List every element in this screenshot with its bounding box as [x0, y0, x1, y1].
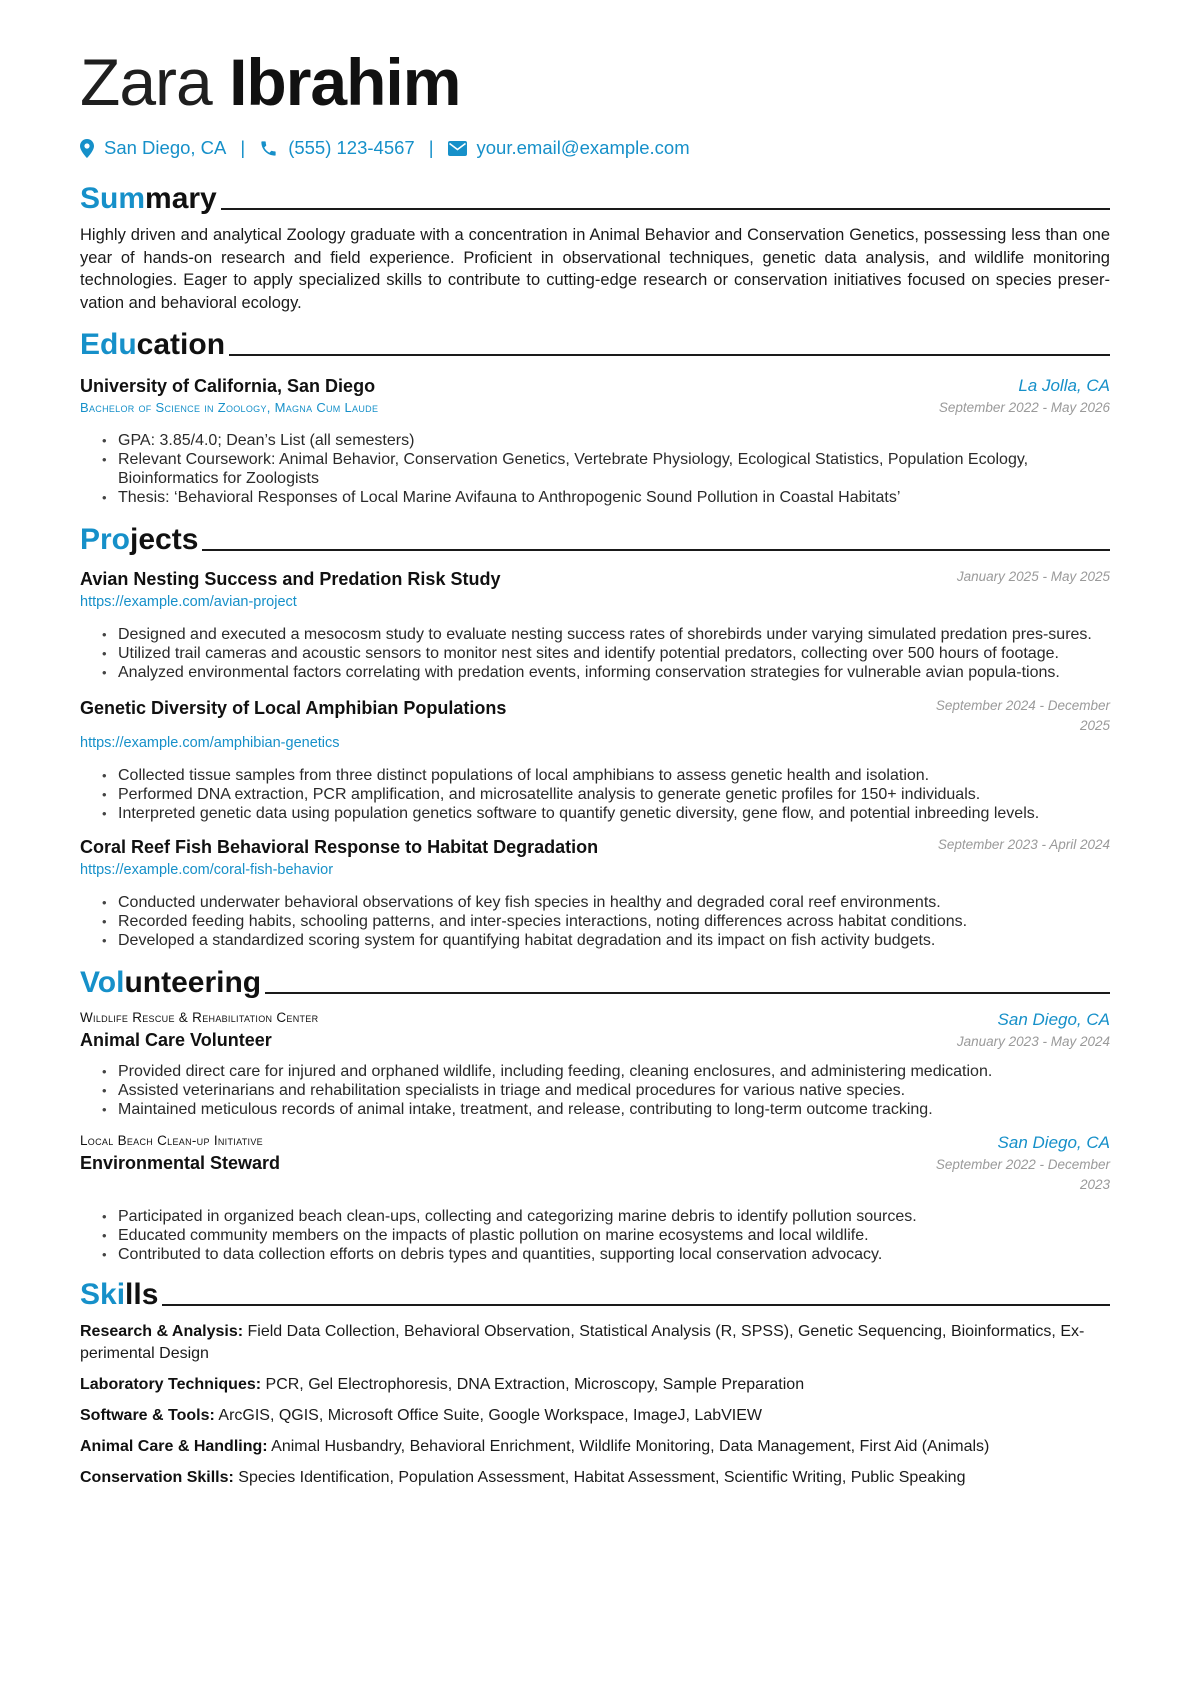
volunteer-bullets [80, 1062, 1110, 1119]
project-title: Coral Reef Fish Behavioral Response to Habitat Degradation [80, 837, 599, 857]
project-title: Avian Nesting Success and Predation Risk Study [80, 569, 501, 589]
title-rest: cation [136, 328, 226, 361]
contact-bar [80, 134, 1110, 162]
list-item: • Conducted underwater behavioral observations of key fish species in healthy and degraded coral reef environments. [102, 893, 1110, 912]
section-volunteering-heading [80, 964, 1110, 1000]
list-item: • Maintained meticulous records of animal intake, treatment, and release, contributing to long-term outcome tracking. [102, 1100, 1110, 1119]
section-education-heading [80, 326, 1110, 362]
project-entry [80, 567, 1110, 682]
list-item: • Designed and executed a mesocosm study to evaluate nesting success rates of shorebirds under varying simulated predation pres-sures. [102, 625, 1110, 644]
entry-header [80, 1008, 1110, 1052]
list-item: • Analyzed environmental factors correlating with predation events, informing conservation strategies for vulnerable avian popula-tions. [102, 663, 1110, 682]
entry-header [80, 835, 1110, 859]
skill-label: Software & Tools: [80, 1407, 215, 1424]
entry-header [80, 374, 1110, 418]
entry-header [80, 567, 1110, 591]
location-text: San Diego, CA [104, 137, 227, 158]
section-title [80, 1278, 158, 1312]
skill-value: PCR, Gel Electrophoresis, DNA Extraction, Microscopy, Sample Preparation [265, 1376, 805, 1393]
list-item: • Contributed to data collection efforts on debris types and quantities, supporting local conservation advocacy. [102, 1245, 1110, 1264]
phone-text: (555) 123-4567 [288, 137, 415, 158]
skill-row [80, 1467, 1110, 1489]
skill-label: Animal Care & Handling: [80, 1438, 268, 1455]
list-item: • Interpreted genetic data using population genetics software to quantify genetic diversity, gene flow, and potential inbreeding levels. [102, 804, 1110, 823]
section-rule [265, 992, 1110, 994]
volunteer-location: San Diego, CA [997, 1010, 1110, 1029]
section-title [80, 328, 225, 362]
project-link[interactable]: https://example.com/amphibian-genetics [80, 735, 340, 751]
first-name: Zara [80, 45, 212, 119]
volunteer-location: San Diego, CA [997, 1133, 1110, 1152]
list-item: • Relevant Coursework: Animal Behavior, Conservation Genetics, Vertebrate Physiology, Ecological Statistics, Population Ecology, Bioinformatics for Zoologists [102, 450, 1110, 488]
list-item: • Assisted veterinarians and rehabilitation specialists in triage and medical procedures for various native species. [102, 1081, 1110, 1100]
candidate-name [80, 0, 1110, 120]
section-title [80, 182, 217, 216]
title-accent: Edu [80, 328, 137, 361]
project-link[interactable]: https://example.com/avian-project [80, 594, 297, 610]
education-dates: September 2022 - May 2026 [938, 400, 1110, 415]
list-item: • Developed a standardized scoring system for quantifying habitat degradation and its impact on fish activity budgets. [102, 931, 1110, 950]
contact-separator: | [240, 137, 246, 158]
education-location: La Jolla, CA [1018, 376, 1110, 395]
organization-name: Wildlife Rescue & Rehabilitation Center [80, 1010, 319, 1025]
map-pin-icon [80, 139, 94, 158]
skill-label: Laboratory Techniques: [80, 1376, 262, 1393]
project-dates: January 2025 - May 2025 [956, 569, 1110, 584]
section-projects-heading [80, 521, 1110, 557]
skill-row [80, 1436, 1110, 1458]
skill-row [80, 1405, 1110, 1427]
phone-icon [259, 139, 278, 158]
school-name: University of California, San Diego [80, 376, 376, 396]
volunteer-bullets [80, 1207, 1110, 1264]
skill-value: Animal Husbandry, Behavioral Enrichment, Wildlife Monitoring, Data Management, First Aid (Animals) [271, 1438, 990, 1455]
contact-email[interactable] [448, 137, 690, 159]
list-item: • Provided direct care for injured and orphaned wildlife, including feeding, cleaning enclosures, and administering medication. [102, 1062, 1110, 1081]
title-rest: mary [145, 182, 217, 215]
list-item: • Performed DNA extraction, PCR amplification, and microsatellite analysis to generate genetic profiles for 150+ individuals. [102, 785, 1110, 804]
title-accent: Vol [80, 966, 125, 999]
project-dates: September 2023 - April 2024 [937, 837, 1110, 852]
section-rule [202, 549, 1110, 551]
skill-label: Research & Analysis: [80, 1323, 244, 1340]
project-title: Genetic Diversity of Local Amphibian Populations [80, 698, 507, 718]
project-bullets [80, 625, 1110, 682]
list-item: • Thesis: ‘Behavioral Responses of Local Marine Avifauna to Anthropogenic Sound Pollution in Coastal Habitats’ [102, 488, 1110, 507]
envelope-icon [448, 141, 467, 156]
volunteer-entry [80, 1131, 1110, 1264]
degree: Bachelor of Science in Zoology, Magna Cum Laude [80, 400, 379, 415]
title-rest: lls [125, 1278, 159, 1311]
volunteer-entry [80, 1008, 1110, 1119]
last-name: Ibrahim [229, 45, 461, 119]
volunteer-dates: September 2022 - December 2023 [935, 1157, 1110, 1192]
list-item: • Educated community members on the impacts of plastic pollution on marine ecosystems and local wildlife. [102, 1226, 1110, 1245]
volunteer-role: Animal Care Volunteer [80, 1030, 272, 1050]
skill-label: Conservation Skills: [80, 1469, 234, 1486]
list-item: • Utilized trail cameras and acoustic sensors to monitor nest sites and identify potential predators, collecting over 500 hours of footage. [102, 644, 1110, 663]
section-title [80, 523, 198, 557]
title-accent: Sum [80, 182, 146, 215]
section-rule [162, 1304, 1110, 1306]
skill-value: Field Data Collection, Behavioral Observation, Statistical Analysis (R, SPSS), Genetic Sequencing, Bioinformatics, Ex-perimental Design [80, 1323, 1085, 1362]
title-accent: Pro [80, 523, 131, 556]
skill-value: Species Identification, Population Assessment, Habitat Assessment, Scientific Writing, Public Speaking [238, 1469, 966, 1486]
contact-separator: | [428, 137, 434, 158]
skill-value: ArcGIS, QGIS, Microsoft Office Suite, Google Workspace, ImageJ, LabVIEW [218, 1407, 762, 1424]
summary-text: Highly driven and analytical Zoology graduate with a concentration in Animal Behavior and Conservation Genetics, possessing less than one year of hands-on research and field experience. Proficient in observational techniques, genetic data analysis, and wildlife monitoring technologies. Eager to apply specialized skills to contribute to cutting-edge research or conservation initiatives focused on species preser-vation and behavioral ecology. [80, 226, 1110, 312]
list-item: • GPA: 3.85/4.0; Dean’s List (all semesters) [102, 431, 1110, 450]
title-rest: unteering [124, 966, 262, 999]
volunteer-role: Environmental Steward [80, 1153, 281, 1173]
entry-header [80, 1131, 1110, 1195]
section-title [80, 966, 261, 1000]
section-rule [221, 208, 1110, 210]
education-bullets [80, 431, 1110, 507]
project-link[interactable]: https://example.com/coral-fish-behavior [80, 862, 334, 878]
list-item: • Collected tissue samples from three distinct populations of local amphibians to assess genetic health and isolation. [102, 766, 1110, 785]
section-rule [229, 354, 1110, 356]
project-dates: September 2024 - December 2025 [935, 698, 1110, 733]
volunteer-dates: January 2023 - May 2024 [956, 1034, 1110, 1049]
email-text: your.email@example.com [476, 137, 690, 158]
skills-list [80, 1321, 1110, 1489]
list-item: • Recorded feeding habits, schooling patterns, and inter-species interactions, noting differences across habitat conditions. [102, 912, 1110, 931]
project-entry [80, 835, 1110, 950]
title-rest: jects [130, 523, 199, 556]
project-bullets [80, 893, 1110, 950]
section-summary-heading [80, 180, 1110, 216]
skill-row [80, 1321, 1110, 1365]
organization-name: Local Beach Clean-up Initiative [80, 1133, 263, 1148]
contact-location [80, 137, 226, 159]
entry-header [80, 696, 1110, 736]
title-accent: Ski [80, 1278, 126, 1311]
skill-row [80, 1374, 1110, 1396]
contact-phone[interactable] [259, 137, 415, 159]
project-bullets [80, 766, 1110, 823]
project-entry [80, 696, 1110, 823]
section-skills-heading [80, 1276, 1110, 1312]
education-entry [80, 374, 1110, 507]
list-item: • Participated in organized beach clean-ups, collecting and categorizing marine debris to identify pollution sources. [102, 1207, 1110, 1226]
